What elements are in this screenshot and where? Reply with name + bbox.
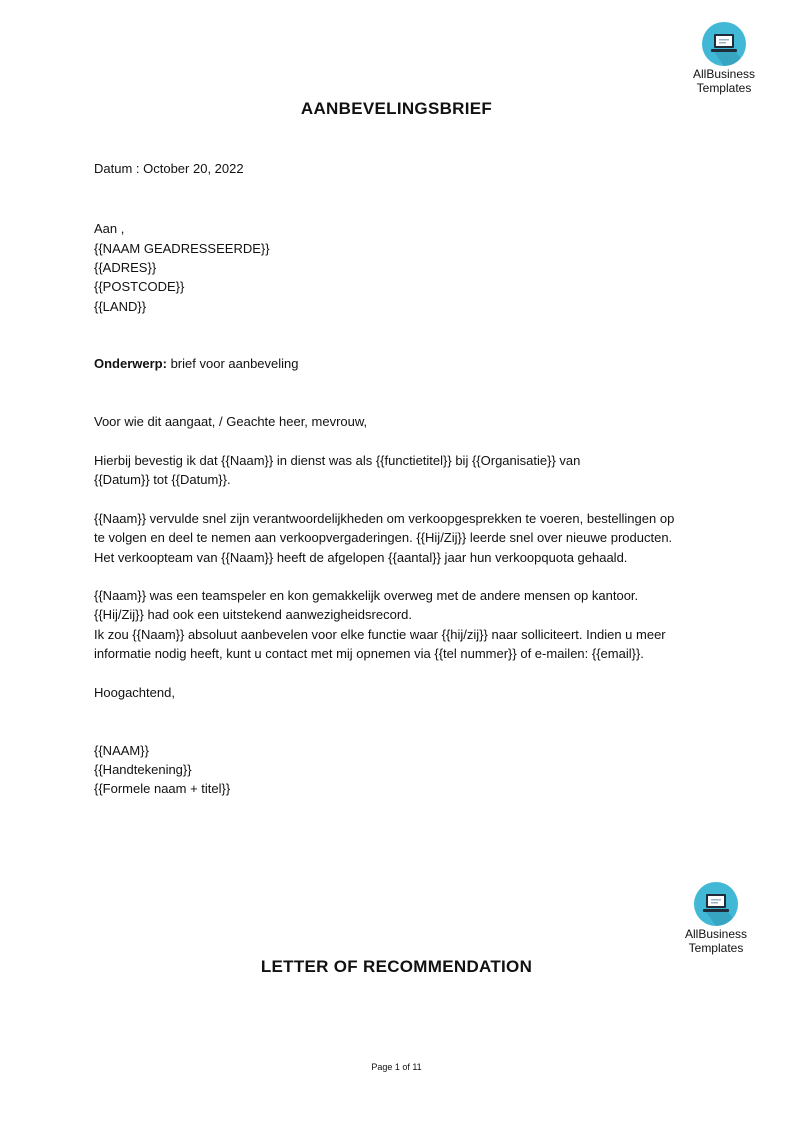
logo-text-line1: AllBusiness xyxy=(692,67,756,81)
allbusiness-logo-bottom xyxy=(676,882,756,954)
allbusiness-logo-top xyxy=(684,22,764,94)
salutation: Voor wie dit aangaat, / Geachte heer, mevrouw, xyxy=(94,414,368,429)
address-line: {{LAND}} xyxy=(94,299,147,314)
paragraph-line: {{Naam}} was een teamspeler en kon gemakkelijk overweg met de andere mensen op kantoor. xyxy=(94,588,639,603)
logo-text-line1: AllBusiness xyxy=(684,927,748,941)
paragraph-line: Hierbij bevestig ik dat {{Naam}} in dienst was als {{functietitel}} bij {{Organisatie}} van xyxy=(94,453,581,468)
signature-line: {{NAAM}} xyxy=(94,743,149,758)
date-line: Datum : October 20, 2022 xyxy=(94,161,244,176)
paragraph-line: informatie nodig heeft, kunt u contact met mij opnemen via {{tel nummer}} of e-mailen: {{email}}. xyxy=(94,646,644,661)
paragraph-line: Ik zou {{Naam}} absoluut aanbevelen voor elke functie waar {{hij/zij}} naar solliciteert. Indien u meer xyxy=(94,627,666,642)
address-line: Aan , xyxy=(94,221,125,236)
signature-line: {{Formele naam + titel}} xyxy=(94,781,231,796)
closing: Hoogachtend, xyxy=(94,685,175,700)
signature-line: {{Handtekening}} xyxy=(94,762,192,777)
address-line: {{POSTCODE}} xyxy=(94,279,185,294)
laptop-icon xyxy=(694,882,738,926)
paragraph-line: {{Naam}} vervulde snel zijn verantwoordelijkheden om verkoopgesprekken te voeren, bestellingen op xyxy=(94,511,675,526)
paragraph-line: {{Hij/Zij}} had ook een uitstekend aanwezigheidsrecord. xyxy=(94,607,412,622)
paragraph-line: Het verkoopteam van {{Naam}} heeft de afgelopen {{aantal}} jaar hun verkoopquota gehaald. xyxy=(94,550,628,565)
logo-text-line2: Templates xyxy=(688,941,744,955)
page-title-dutch: AANBEVELINGSBRIEF xyxy=(300,99,493,118)
paragraph-line: te volgen en deel te nemen aan verkoopvergaderingen. {{Hij/Zij}} leerde snel over nieuwe producten. xyxy=(94,530,673,545)
page-number: Page 1 of 11 xyxy=(371,1062,422,1072)
page-title-english: LETTER OF RECOMMENDATION xyxy=(260,957,533,976)
laptop-icon xyxy=(702,22,746,66)
address-line: {{NAAM GEADRESSEERDE}} xyxy=(94,241,270,256)
subject-label: Onderwerp: xyxy=(94,356,167,371)
subject-line xyxy=(94,354,299,373)
address-line: {{ADRES}} xyxy=(94,260,157,275)
paragraph-line: {{Datum}} tot {{Datum}}. xyxy=(94,472,231,487)
subject-text: brief voor aanbeveling xyxy=(166,356,299,371)
logo-text-line2: Templates xyxy=(696,81,752,95)
